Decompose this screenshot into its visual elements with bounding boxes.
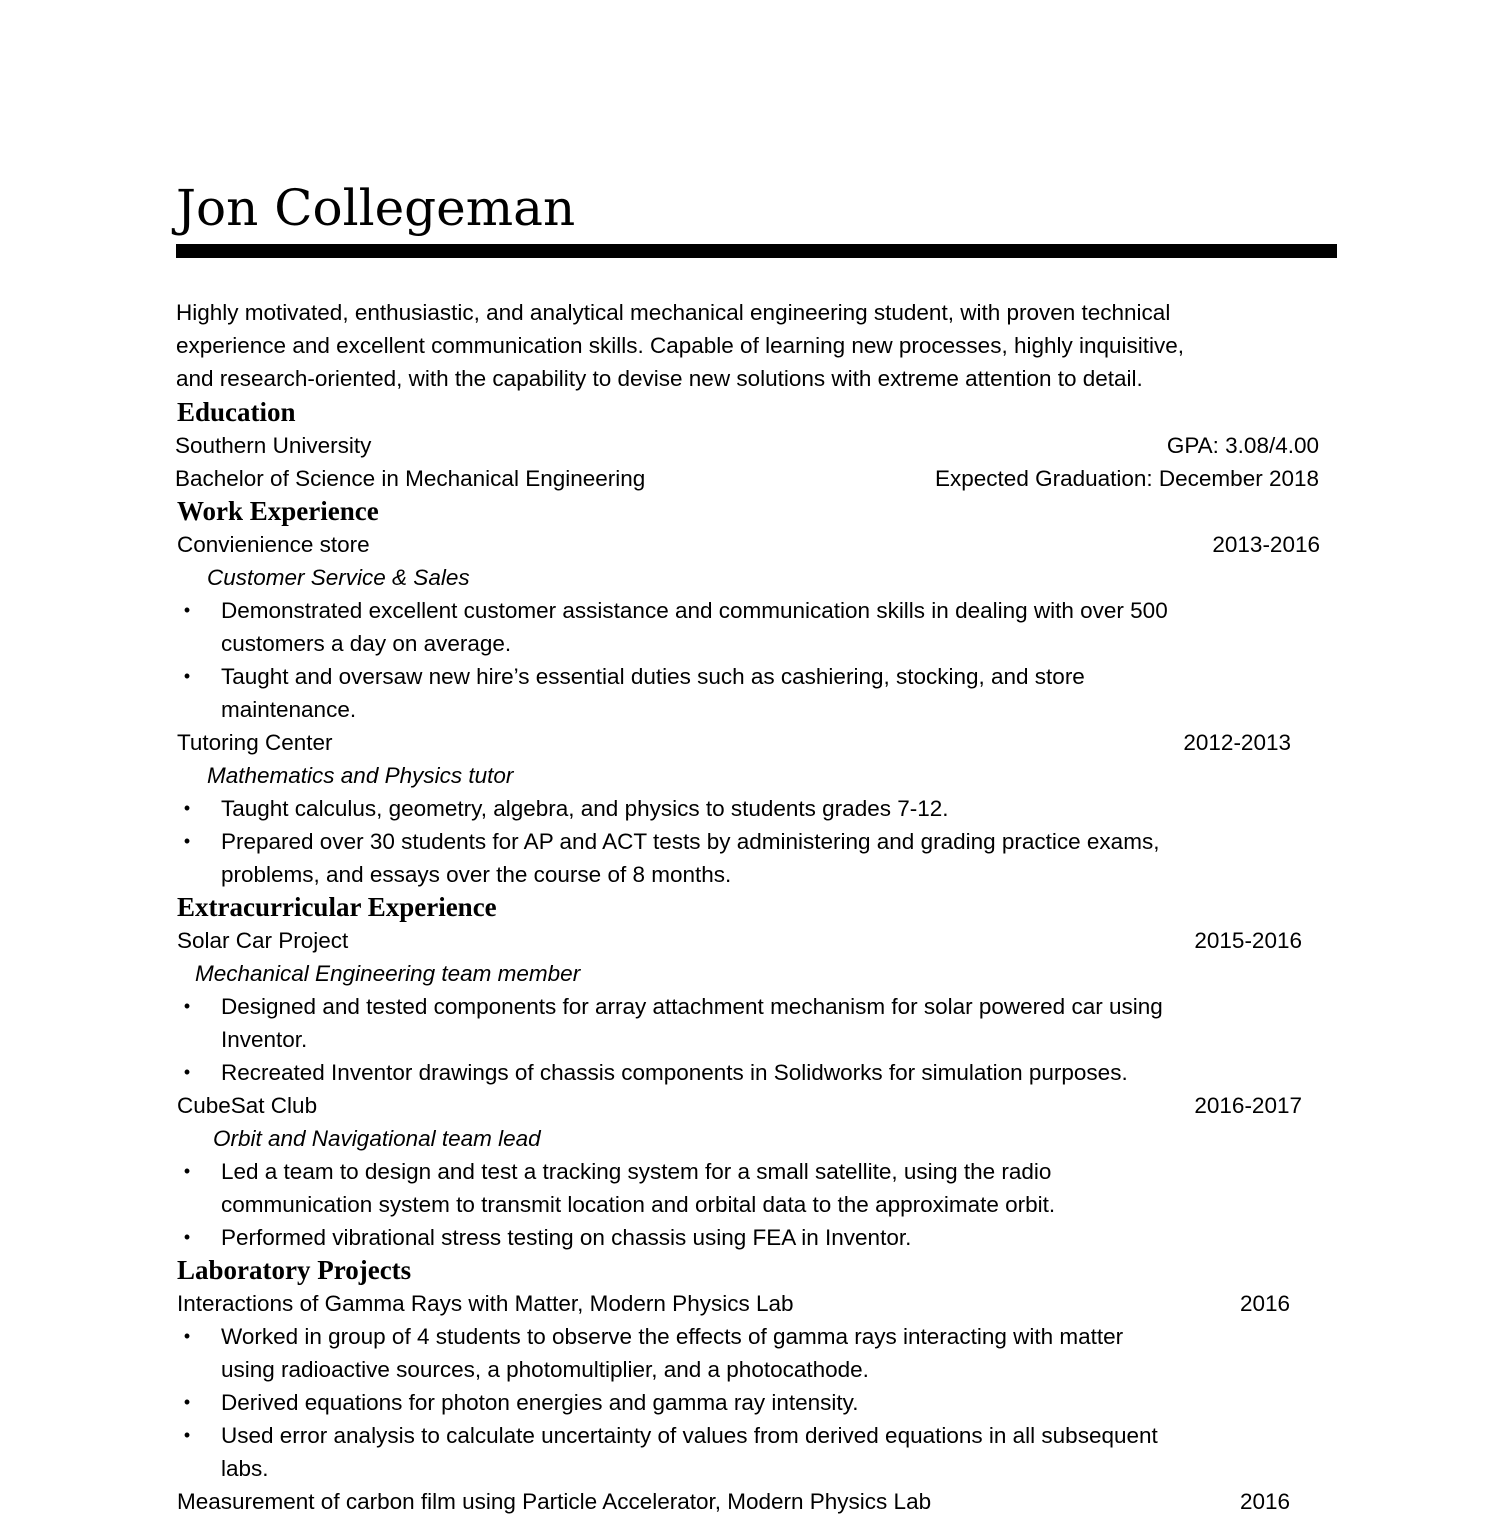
education-degree: Bachelor of Science in Mechanical Engineering (175, 466, 646, 491)
job-dates: 2013-2016 (1212, 532, 1320, 557)
bullet-icon: • (183, 1425, 191, 1445)
summary-line: experience and excellent communication skills. Capable of learning new processes, highly inquisitive, (176, 333, 1185, 358)
bullet-icon: • (183, 1062, 191, 1082)
activity-org: Solar Car Project (177, 928, 349, 953)
bullet-text: Performed vibrational stress testing on chassis using FEA in Inventor. (221, 1225, 912, 1250)
bullet-text: Led a team to design and test a tracking system for a small satellite, using the radio communication system to transmit location and orbital data to the approximate orbit. (221, 1159, 1056, 1217)
work-heading: Work Experience (177, 496, 379, 526)
bullet-item (177, 1056, 1327, 1089)
bullet-icon: • (183, 996, 191, 1016)
job-dates: 2012-2013 (1183, 730, 1291, 755)
bullet-icon: • (183, 1392, 191, 1412)
summary (176, 296, 1336, 395)
job-org: Tutoring Center (177, 730, 333, 755)
bullet-item (177, 1419, 1327, 1485)
bullet-text: Prepared over 30 students for AP and ACT tests by administering and grading practice exams, problems, and essays over the course of 8 months. (221, 829, 1160, 887)
bullet-item (177, 660, 1327, 726)
bullet-text: Taught and oversaw new hire’s essential duties such as cashiering, stocking, and store maintenance. (221, 664, 1085, 722)
summary-line: Highly motivated, enthusiastic, and analytical mechanical engineering student, with proven technical (176, 300, 1171, 325)
summary-line: and research-oriented, with the capability to devise new solutions with extreme attention to detail. (176, 366, 1143, 391)
activity-dates: 2016-2017 (1194, 1093, 1302, 1118)
project-title: Interactions of Gamma Rays with Matter, Modern Physics Lab (177, 1291, 794, 1316)
bullet-item (177, 594, 1327, 660)
bullet-item (177, 990, 1327, 1056)
bullet-item (177, 1221, 1327, 1254)
education-graduation: Expected Graduation: December 2018 (935, 466, 1319, 491)
bullet-item (177, 825, 1327, 891)
activity-role: Mechanical Engineering team member (195, 961, 581, 986)
bullet-icon: • (183, 666, 191, 686)
bullet-item (177, 792, 1327, 825)
bullet-text: Worked in group of 4 students to observe the effects of gamma rays interacting with matter using radioactive sources, a photomultiplier, and a photocathode. (221, 1324, 1124, 1382)
activity-dates: 2015-2016 (1194, 928, 1302, 953)
project-dates: 2016 (1239, 1489, 1290, 1514)
lab-heading: Laboratory Projects (177, 1255, 412, 1285)
bullet-text: Recreated Inventor drawings of chassis components in Solidworks for simulation purposes. (221, 1060, 1128, 1085)
project-dates: 2016 (1239, 1291, 1290, 1316)
project-title: Measurement of carbon film using Particle Accelerator, Modern Physics Lab (177, 1489, 932, 1514)
bullet-icon: • (183, 1161, 191, 1181)
education-gpa: GPA: 3.08/4.00 (1166, 433, 1319, 458)
job-role: Customer Service & Sales (207, 565, 470, 590)
bullet-icon: • (183, 798, 191, 818)
resume-name: Jon Collegeman (176, 179, 576, 237)
bullet-icon: • (183, 1227, 191, 1247)
activity-role: Orbit and Navigational team lead (213, 1126, 541, 1151)
bullet-item (177, 1386, 1327, 1419)
bullet-item (177, 1155, 1327, 1221)
activity-org: CubeSat Club (177, 1093, 318, 1118)
job-role: Mathematics and Physics tutor (207, 763, 514, 788)
bullet-icon: • (183, 831, 191, 851)
extracurricular-heading: Extracurricular Experience (177, 892, 497, 922)
bullet-text: Designed and tested components for array attachment mechanism for solar powered car using Inventor. (221, 994, 1163, 1052)
education-school: Southern University (175, 433, 372, 458)
education-heading: Education (177, 397, 296, 427)
bullet-icon: • (183, 1326, 191, 1346)
bullet-text: Taught calculus, geometry, algebra, and physics to students grades 7-12. (221, 796, 949, 821)
header-rule (176, 244, 1337, 258)
bullet-icon: • (183, 600, 191, 620)
job-org: Convienience store (177, 532, 370, 557)
bullet-text: Demonstrated excellent customer assistance and communication skills in dealing with over 500 customers a day on average. (221, 598, 1168, 656)
bullet-text: Used error analysis to calculate uncertainty of values from derived equations in all subsequent labs. (221, 1423, 1158, 1481)
bullet-item (177, 1320, 1327, 1386)
bullet-text: Derived equations for photon energies and gamma ray intensity. (221, 1390, 859, 1415)
